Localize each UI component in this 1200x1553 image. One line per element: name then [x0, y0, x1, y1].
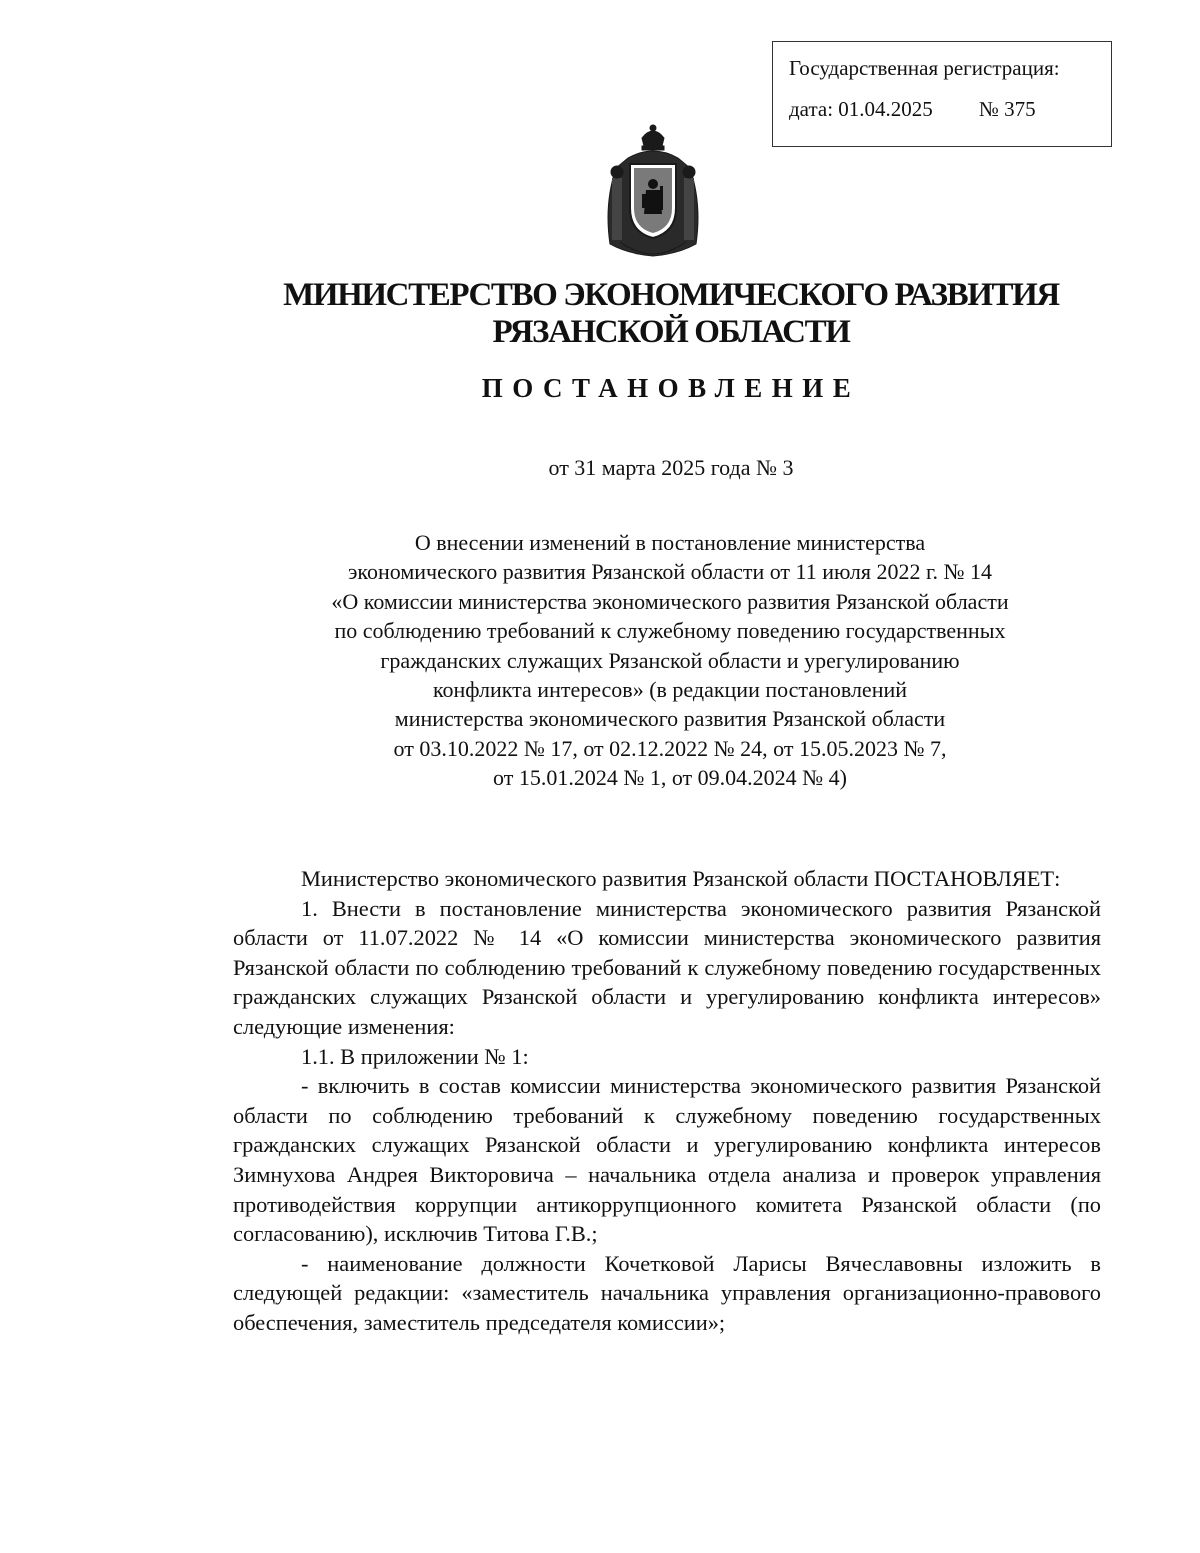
document-body — [233, 864, 1101, 1338]
document-subject — [230, 528, 1110, 793]
subject-line: от 15.01.2024 № 1, от 09.04.2024 № 4) — [493, 765, 847, 791]
subject-line: по соблюдению требований к служебному поведению государственных — [334, 618, 1006, 644]
subject-line: «О комиссии министерства экономического развития Рязанской области — [331, 588, 1009, 614]
subject-line: министерства экономического развития Рязанской области — [394, 706, 946, 732]
registration-date: дата: 01.04.2025 — [789, 97, 933, 121]
ministry-name-line1: МИНИСТЕРСТВО ЭКОНОМИЧЕСКОГО РАЗВИТИЯ — [283, 277, 1059, 313]
subject-line: гражданских служащих Рязанской области и урегулированию — [380, 647, 960, 673]
body-paragraph-dash-2: - наименование должности Кочетковой Ларисы Вячеславовны изложить в следующей редакции: «заместитель начальника управления организационно-правового обеспечения, заместитель председателя комиссии»; — [233, 1250, 1101, 1335]
registration-row — [789, 99, 1111, 120]
coat-of-arms-icon — [598, 124, 708, 262]
body-paragraph-item-1: 1. Внести в постановление министерства экономического развития Рязанской области от 11.07.2022 № 14 «О комиссии министерства экономического развития Рязанской области по соблюдению требований к служебному поведению государственных гражданских служащих Рязанской области и урегулированию конфликта интересов» следующие изменения: — [233, 895, 1101, 1039]
document-type: ПОСТАНОВЛЕНИЕ — [481, 373, 861, 403]
registration-stamp — [772, 41, 1112, 147]
body-paragraph-dash-1: - включить в состав комиссии министерства экономического развития Рязанской области по соблюдению требований к служебному поведению государственных гражданских служащих Рязанской области и урегулированию конфликта интересов Зимнухова Андрея Викторовича – начальника отдела анализа и проверок управления противодействия коррупции антикоррупционного комитета Рязанской области (по согласованию), исключив Титова Г.В.; — [233, 1073, 1101, 1247]
registration-title: Государственная регистрация: — [789, 56, 1060, 80]
subject-line: экономического развития Рязанской области от 11 июля 2022 г. № 14 — [347, 559, 993, 585]
body-paragraph-item-1-1: 1.1. В приложении № 1: — [301, 1043, 529, 1069]
subject-line: конфликта интересов» (в редакции постановлений — [432, 677, 908, 703]
body-paragraph-preamble: Министерство экономического развития Рязанской области ПОСТАНОВЛЯЕТ: — [301, 866, 1061, 891]
registration-number: № 375 — [978, 97, 1036, 121]
ministry-name-line2: РЯЗАНСКОЙ ОБЛАСТИ — [492, 314, 850, 350]
document-date: от 31 марта 2025 года № 3 — [548, 455, 794, 480]
subject-line: от 03.10.2022 № 17, от 02.12.2022 № 24, от 15.05.2023 № 7, — [393, 735, 947, 761]
subject-line: О внесении изменений в постановление министерства — [414, 530, 926, 555]
